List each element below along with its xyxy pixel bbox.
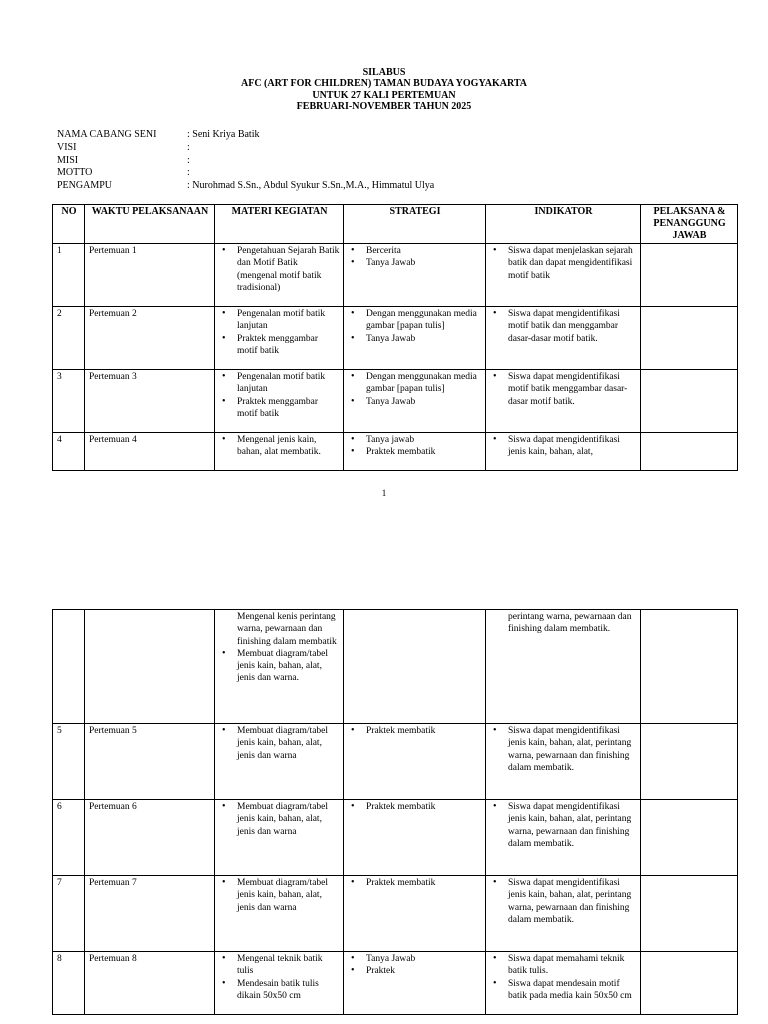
strategi-list [348, 434, 482, 459]
cell-indikator [486, 800, 641, 876]
cell-strategi [344, 724, 486, 800]
document-title [0, 67, 768, 113]
cell-materi [215, 370, 344, 433]
list-item: • Praktek menggambar motif batik [219, 333, 340, 358]
info-value: : [187, 154, 190, 166]
info-label: PENGAMPU [57, 180, 113, 192]
cell-waktu: Pertemuan 7 [85, 876, 215, 952]
strategi-list [348, 371, 482, 408]
materi-list [219, 801, 340, 838]
table-row [53, 724, 738, 800]
syllabus-table-page-2 [52, 609, 738, 1015]
indikator-list [490, 371, 637, 408]
cell-waktu: Pertemuan 2 [85, 307, 215, 370]
cell-waktu: Pertemuan 8 [85, 952, 215, 1015]
cell-strategi [344, 876, 486, 952]
table-header-row [53, 205, 738, 244]
cell-materi [215, 876, 344, 952]
cell-no [53, 610, 85, 724]
table-row [53, 952, 738, 1015]
column-header-strategi: STRATEGI [344, 205, 486, 244]
table-row [53, 307, 738, 370]
materi-list [219, 725, 340, 762]
cell-no: 3 [53, 370, 85, 433]
cell-waktu: Pertemuan 6 [85, 800, 215, 876]
materi-list [219, 953, 340, 1002]
cell-no: 6 [53, 800, 85, 876]
materi-continued-text: Mengenal kenis perintang warna, pewarnaan dan finishing dalam membatik [237, 612, 337, 647]
list-item: • Membuat diagram/tabel jenis kain, bahan, alat, jenis dan warna [219, 725, 340, 762]
cell-materi [215, 724, 344, 800]
table-body-page-1 [53, 244, 738, 471]
info-label: VISI [57, 141, 77, 153]
strategi-list [348, 801, 482, 813]
cell-strategi [344, 370, 486, 433]
info-block [57, 129, 434, 193]
cell-waktu: Pertemuan 5 [85, 724, 215, 800]
list-item: • Praktek membatik [348, 446, 482, 458]
table-body-page-2 [53, 610, 738, 1015]
cell-no: 7 [53, 876, 85, 952]
cell-no: 8 [53, 952, 85, 1015]
cell-indikator [486, 244, 641, 307]
strategi-list [348, 725, 482, 737]
cell-waktu: Pertemuan 3 [85, 370, 215, 433]
cell-strategi [344, 800, 486, 876]
cell-pelaksana [641, 307, 738, 370]
cell-strategi [344, 244, 486, 307]
cell-no: 2 [53, 307, 85, 370]
cell-indikator [486, 433, 641, 471]
indikator-list [490, 877, 637, 926]
cell-strategi [344, 610, 486, 724]
cell-strategi [344, 952, 486, 1015]
table-row [53, 244, 738, 307]
list-item: • Tanya Jawab [348, 953, 482, 965]
column-header-waktu: WAKTU PELAKSANAAN [85, 205, 215, 244]
list-item: • Siswa dapat mengidentifikasi motif batik dan menggambar dasar-dasar motif batik. [490, 308, 637, 345]
info-row-visi [57, 142, 434, 155]
cell-indikator [486, 724, 641, 800]
list-item: • Tanya Jawab [348, 396, 482, 408]
info-value: : [187, 167, 190, 179]
indikator-list [490, 308, 637, 345]
materi-list [219, 434, 340, 459]
list-item: • Praktek membatik [348, 801, 482, 813]
cell-indikator [486, 370, 641, 433]
info-row-cabang [57, 129, 434, 142]
cell-materi [215, 610, 344, 724]
page-number: 1 [381, 488, 387, 498]
list-item: • Tanya Jawab [348, 333, 482, 345]
cell-materi [215, 433, 344, 471]
info-row-misi [57, 155, 434, 168]
info-value: : [187, 141, 190, 153]
list-item: • Siswa dapat mengidentifikasi jenis kain, bahan, alat, [490, 434, 637, 459]
list-item: • Praktek [348, 965, 482, 977]
table-row [53, 433, 738, 471]
list-item: • Mengenal jenis kain, bahan, alat membatik. [219, 434, 340, 459]
list-item: • Mengenal teknik batik tulis [219, 953, 340, 978]
cell-indikator [486, 876, 641, 952]
cell-pelaksana [641, 952, 738, 1015]
info-row-motto [57, 167, 434, 180]
cell-strategi [344, 433, 486, 471]
indikator-list [490, 434, 637, 459]
list-item: • Siswa dapat mengidentifikasi jenis kain, bahan, alat, perintang warna, pewarnaan dan finishing dalam membatik. [490, 725, 637, 774]
list-item: • Siswa dapat menjelaskan sejarah batik dan dapat mengidentifikasi motif batik [490, 245, 637, 282]
indikator-list [490, 801, 637, 850]
materi-list [219, 648, 340, 685]
list-item: • Siswa dapat mengidentifikasi motif batik menggambar dasar-dasar motif batik. [490, 371, 637, 408]
cell-waktu [85, 610, 215, 724]
table-row [53, 370, 738, 433]
list-item: • Bercerita [348, 245, 482, 257]
list-item: • Siswa dapat mendesain motif batik pada media kain 50x50 cm [490, 978, 637, 1003]
cell-pelaksana [641, 724, 738, 800]
info-label: MOTTO [57, 167, 93, 179]
list-item: • Dengan menggunakan media gambar [papan tulis] [348, 371, 482, 396]
materi-list [219, 371, 340, 420]
info-label: MISI [57, 154, 79, 166]
cell-no: 5 [53, 724, 85, 800]
cell-pelaksana [641, 876, 738, 952]
list-item: • Tanya Jawab [348, 257, 482, 269]
cell-pelaksana [641, 800, 738, 876]
cell-pelaksana [641, 433, 738, 471]
strategi-list [348, 877, 482, 889]
cell-materi [215, 952, 344, 1015]
info-row-pengampu [57, 180, 434, 193]
cell-pelaksana [641, 244, 738, 307]
table-row [53, 610, 738, 724]
list-item: • Siswa dapat mengidentifikasi jenis kain, bahan, alat, perintang warna, pewarnaan dan finishing dalam membatik. [490, 877, 637, 926]
indikator-list [490, 953, 637, 1002]
title-line-3: UNTUK 27 KALI PERTEMUAN [312, 89, 456, 101]
list-item: • Praktek membatik [348, 877, 482, 889]
cell-strategi [344, 307, 486, 370]
table-row [53, 876, 738, 952]
list-item: • Membuat diagram/tabel jenis kain, bahan, alat, jenis dan warna [219, 801, 340, 838]
column-header-indikator: INDIKATOR [486, 205, 641, 244]
cell-no: 1 [53, 244, 85, 307]
list-item: • Siswa dapat memahami teknik batik tulis. [490, 953, 637, 978]
cell-waktu: Pertemuan 4 [85, 433, 215, 471]
materi-list [219, 245, 340, 294]
title-line-1: SILABUS [362, 67, 406, 78]
syllabus-table-page-1 [52, 204, 738, 471]
list-item: • Tanya jawab [348, 434, 482, 446]
list-item: • Pengenalan motif batik lanjutan [219, 308, 340, 333]
list-item: • Membuat diagram/tabel jenis kain, bahan, alat, jenis dan warna. [219, 648, 340, 685]
list-item: • Siswa dapat mengidentifikasi jenis kain, bahan, alat, perintang warna, pewarnaan dan finishing dalam membatik. [490, 801, 637, 850]
table-row [53, 800, 738, 876]
cell-materi [215, 307, 344, 370]
indikator-continued-text: perintang warna, pewarnaan dan finishing dalam membatik. [508, 612, 632, 635]
info-label: NAMA CABANG SENI [57, 129, 157, 140]
list-item: • Pengetahuan Sejarah Batik dan Motif Batik (mengenal motif batik tradisional) [219, 245, 340, 294]
column-header-no: NO [53, 205, 85, 244]
list-item: • Dengan menggunakan media gambar [papan tulis] [348, 308, 482, 333]
strategi-list [348, 953, 482, 978]
info-value: : Seni Kriya Batik [187, 129, 260, 140]
materi-list [219, 308, 340, 357]
cell-waktu: Pertemuan 1 [85, 244, 215, 307]
title-line-2: AFC (ART FOR CHILDREN) TAMAN BUDAYA YOGYAKARTA [241, 78, 527, 90]
list-item: • Praktek menggambar motif batik [219, 396, 340, 421]
indikator-list [490, 725, 637, 774]
list-item: • Praktek membatik [348, 725, 482, 737]
cell-materi [215, 800, 344, 876]
materi-list [219, 877, 340, 914]
strategi-list [348, 308, 482, 345]
cell-pelaksana [641, 370, 738, 433]
list-item: • Membuat diagram/tabel jenis kain, bahan, alat, jenis dan warna [219, 877, 340, 914]
column-header-pelaksana: PELAKSANA & PENANGGUNG JAWAB [641, 205, 738, 244]
list-item: • Mendesain batik tulis dikain 50x50 cm [219, 978, 340, 1003]
info-value: : Nurohmad S.Sn., Abdul Syukur S.Sn.,M.A., Himmatul Ulya [187, 180, 435, 192]
cell-indikator [486, 610, 641, 724]
cell-pelaksana [641, 610, 738, 724]
cell-indikator [486, 307, 641, 370]
strategi-list [348, 245, 482, 270]
column-header-materi: MATERI KEGIATAN [215, 205, 344, 244]
list-item: • Pengenalan motif batik lanjutan [219, 371, 340, 396]
indikator-list [490, 245, 637, 282]
cell-no: 4 [53, 433, 85, 471]
title-line-4: FEBRUARI-NOVEMBER TAHUN 2025 [296, 101, 472, 113]
cell-materi [215, 244, 344, 307]
cell-indikator [486, 952, 641, 1015]
